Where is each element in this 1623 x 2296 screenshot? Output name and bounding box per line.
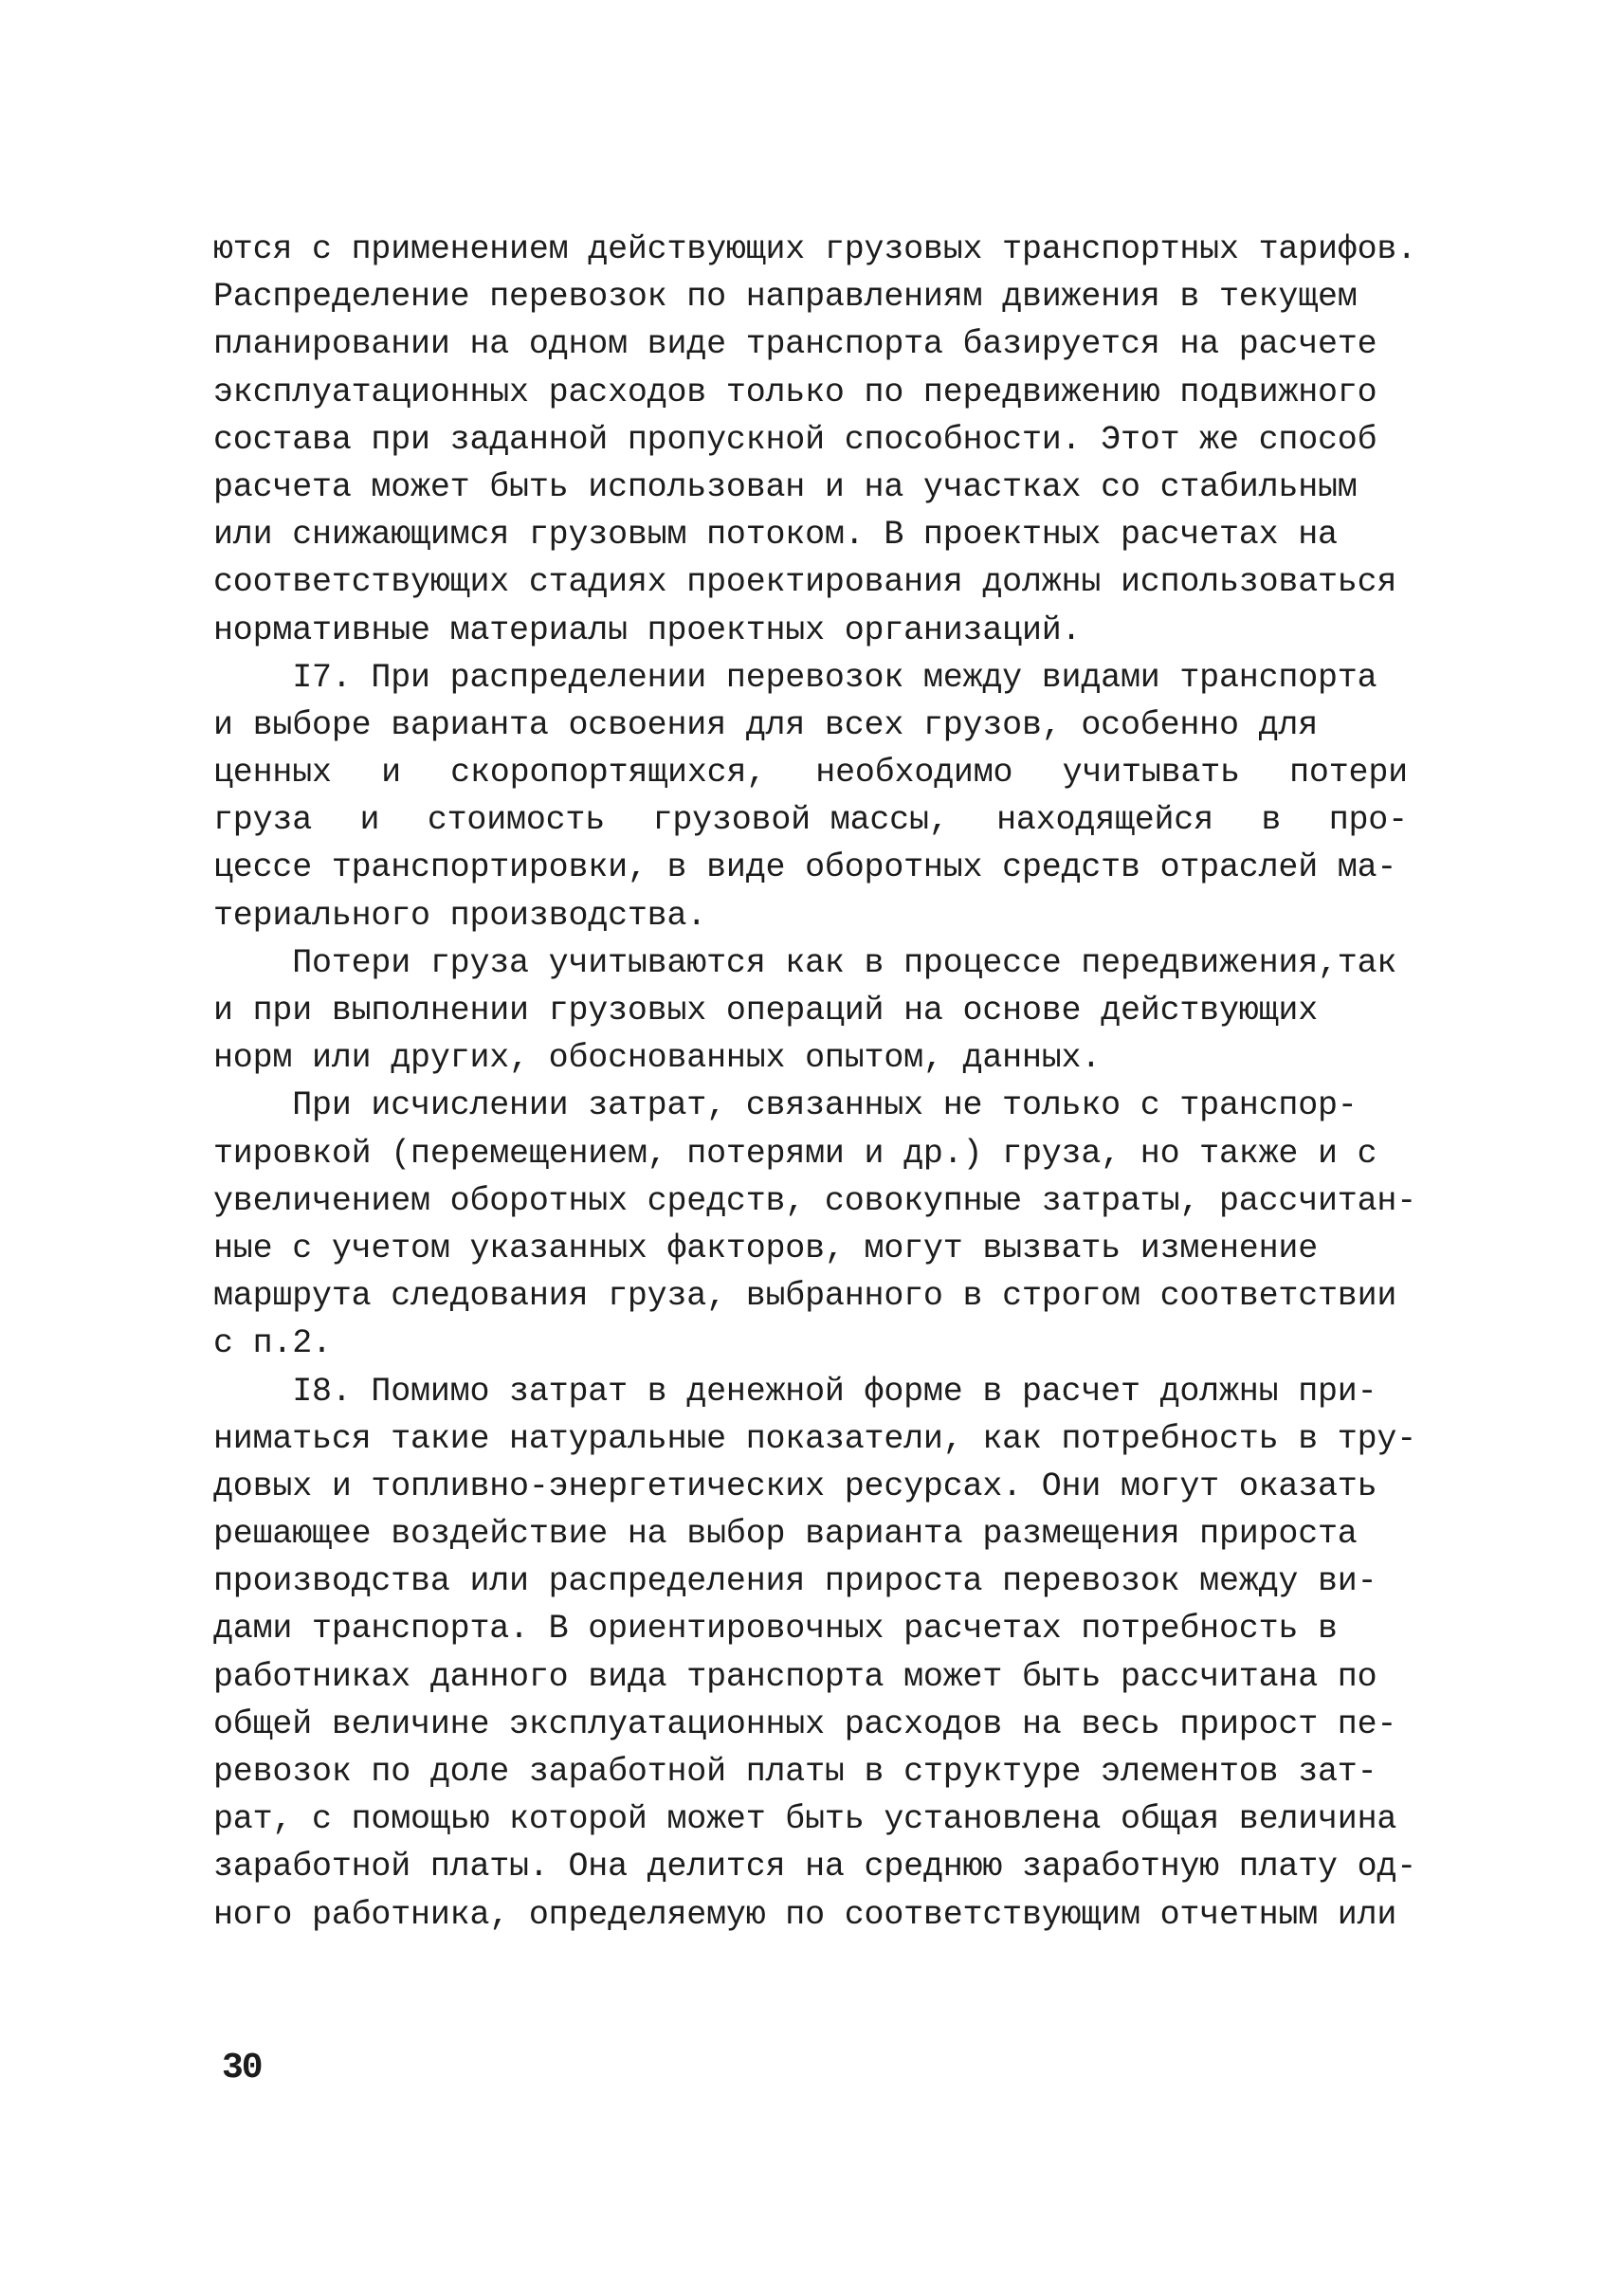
- text-line: увеличением оборотных средств, совокупные затраты, рассчитан-: [213, 1181, 1417, 1220]
- text-line: ются с применением действующих грузовых транспортных тарифов.: [213, 230, 1417, 268]
- text-word: и: [381, 754, 401, 793]
- text-line: маршрута следования груза, выбранного в строгом соответствии: [213, 1277, 1397, 1316]
- text-line: тировкой (перемещением, потерями и др.) груза, но также и с: [213, 1134, 1377, 1173]
- text-line: дами транспорта. В ориентировочных расчетах потребность в: [213, 1610, 1338, 1649]
- page-number: 30: [222, 2048, 262, 2088]
- text-line: решающее воздействие на выбор варианта размещения прироста: [213, 1515, 1358, 1554]
- text-line: эксплуатационных расходов только по передвижению подвижного: [213, 373, 1377, 411]
- text-line: ниматься такие натуральные показатели, как потребность в тру-: [213, 1419, 1417, 1458]
- text-word: ценных: [213, 754, 332, 793]
- text-line: нормативные материалы проектных организаций.: [213, 610, 1082, 649]
- text-line: расчета может быть использован и на участках со стабильным: [213, 467, 1358, 506]
- body-text: [213, 226, 1417, 1939]
- text-line: с п.2.: [213, 1324, 332, 1363]
- text-line: производства или распределения прироста перевозок между ви-: [213, 1562, 1377, 1601]
- text-line: Распределение перевозок по направлениям движения в текущем: [213, 278, 1358, 317]
- text-line: Потери груза учитываются как в процессе передвижения,так: [213, 943, 1397, 982]
- text-word: учитывать: [1062, 754, 1240, 793]
- text-line: I7. При распределении перевозок между видами транспорта: [213, 658, 1377, 697]
- text-word: потери: [1289, 754, 1408, 793]
- text-word: груза: [213, 801, 313, 840]
- text-line: териального производства.: [213, 896, 707, 935]
- text-line: планировании на одном виде транспорта базируется на расчете: [213, 325, 1377, 364]
- text-line: цессе транспортировки, в виде оборотных средств отраслей ма-: [213, 848, 1397, 887]
- text-line: [213, 796, 1408, 844]
- text-line: довых и топливно-энергетических ресурсах. Они могут оказать: [213, 1467, 1377, 1505]
- text-line: состава при заданной пропускной способности. Этот же способ: [213, 420, 1377, 459]
- text-line: норм или других, обоснованных опытом, данных.: [213, 1039, 1102, 1078]
- text-line: или снижающимся грузовым потоком. В проектных расчетах на: [213, 516, 1338, 555]
- text-line: заработной платы. Она делится на среднюю заработную плату од-: [213, 1848, 1417, 1886]
- text-line: и при выполнении грузовых операций на основе действующих: [213, 992, 1318, 1030]
- text-word: скоропортящихся,: [450, 754, 767, 793]
- text-word: находящейся: [996, 801, 1213, 840]
- text-word: про-: [1328, 801, 1408, 840]
- text-line: ревозок по доле заработной платы в структуре элементов зат-: [213, 1753, 1377, 1791]
- text-line: и выборе варианта освоения для всех грузов, особенно для: [213, 705, 1318, 744]
- text-line: [213, 749, 1408, 796]
- text-line: I8. Помимо затрат в денежной форме в расчет должны при-: [213, 1372, 1377, 1411]
- text-line: соответствующих стадиях проектирования должны использоваться: [213, 563, 1397, 602]
- text-line: работниках данного вида транспорта может быть рассчитана по: [213, 1657, 1377, 1696]
- text-word: необходимо: [815, 754, 1013, 793]
- text-word: и: [359, 801, 380, 840]
- text-word: в: [1261, 801, 1282, 840]
- text-line: При исчислении затрат, связанных не только с транспор-: [213, 1086, 1358, 1125]
- text-line: ного работника, определяемую по соответствующим отчетным или: [213, 1895, 1397, 1934]
- text-line: общей величине эксплуатационных расходов на весь прирост пе-: [213, 1704, 1397, 1743]
- text-word: стоимость: [427, 801, 606, 840]
- text-line: ные с учетом указанных факторов, могут вызвать изменение: [213, 1229, 1318, 1267]
- text-word: грузовой массы,: [652, 801, 949, 840]
- text-line: рат, с помощью которой может быть установлена общая величина: [213, 1800, 1397, 1839]
